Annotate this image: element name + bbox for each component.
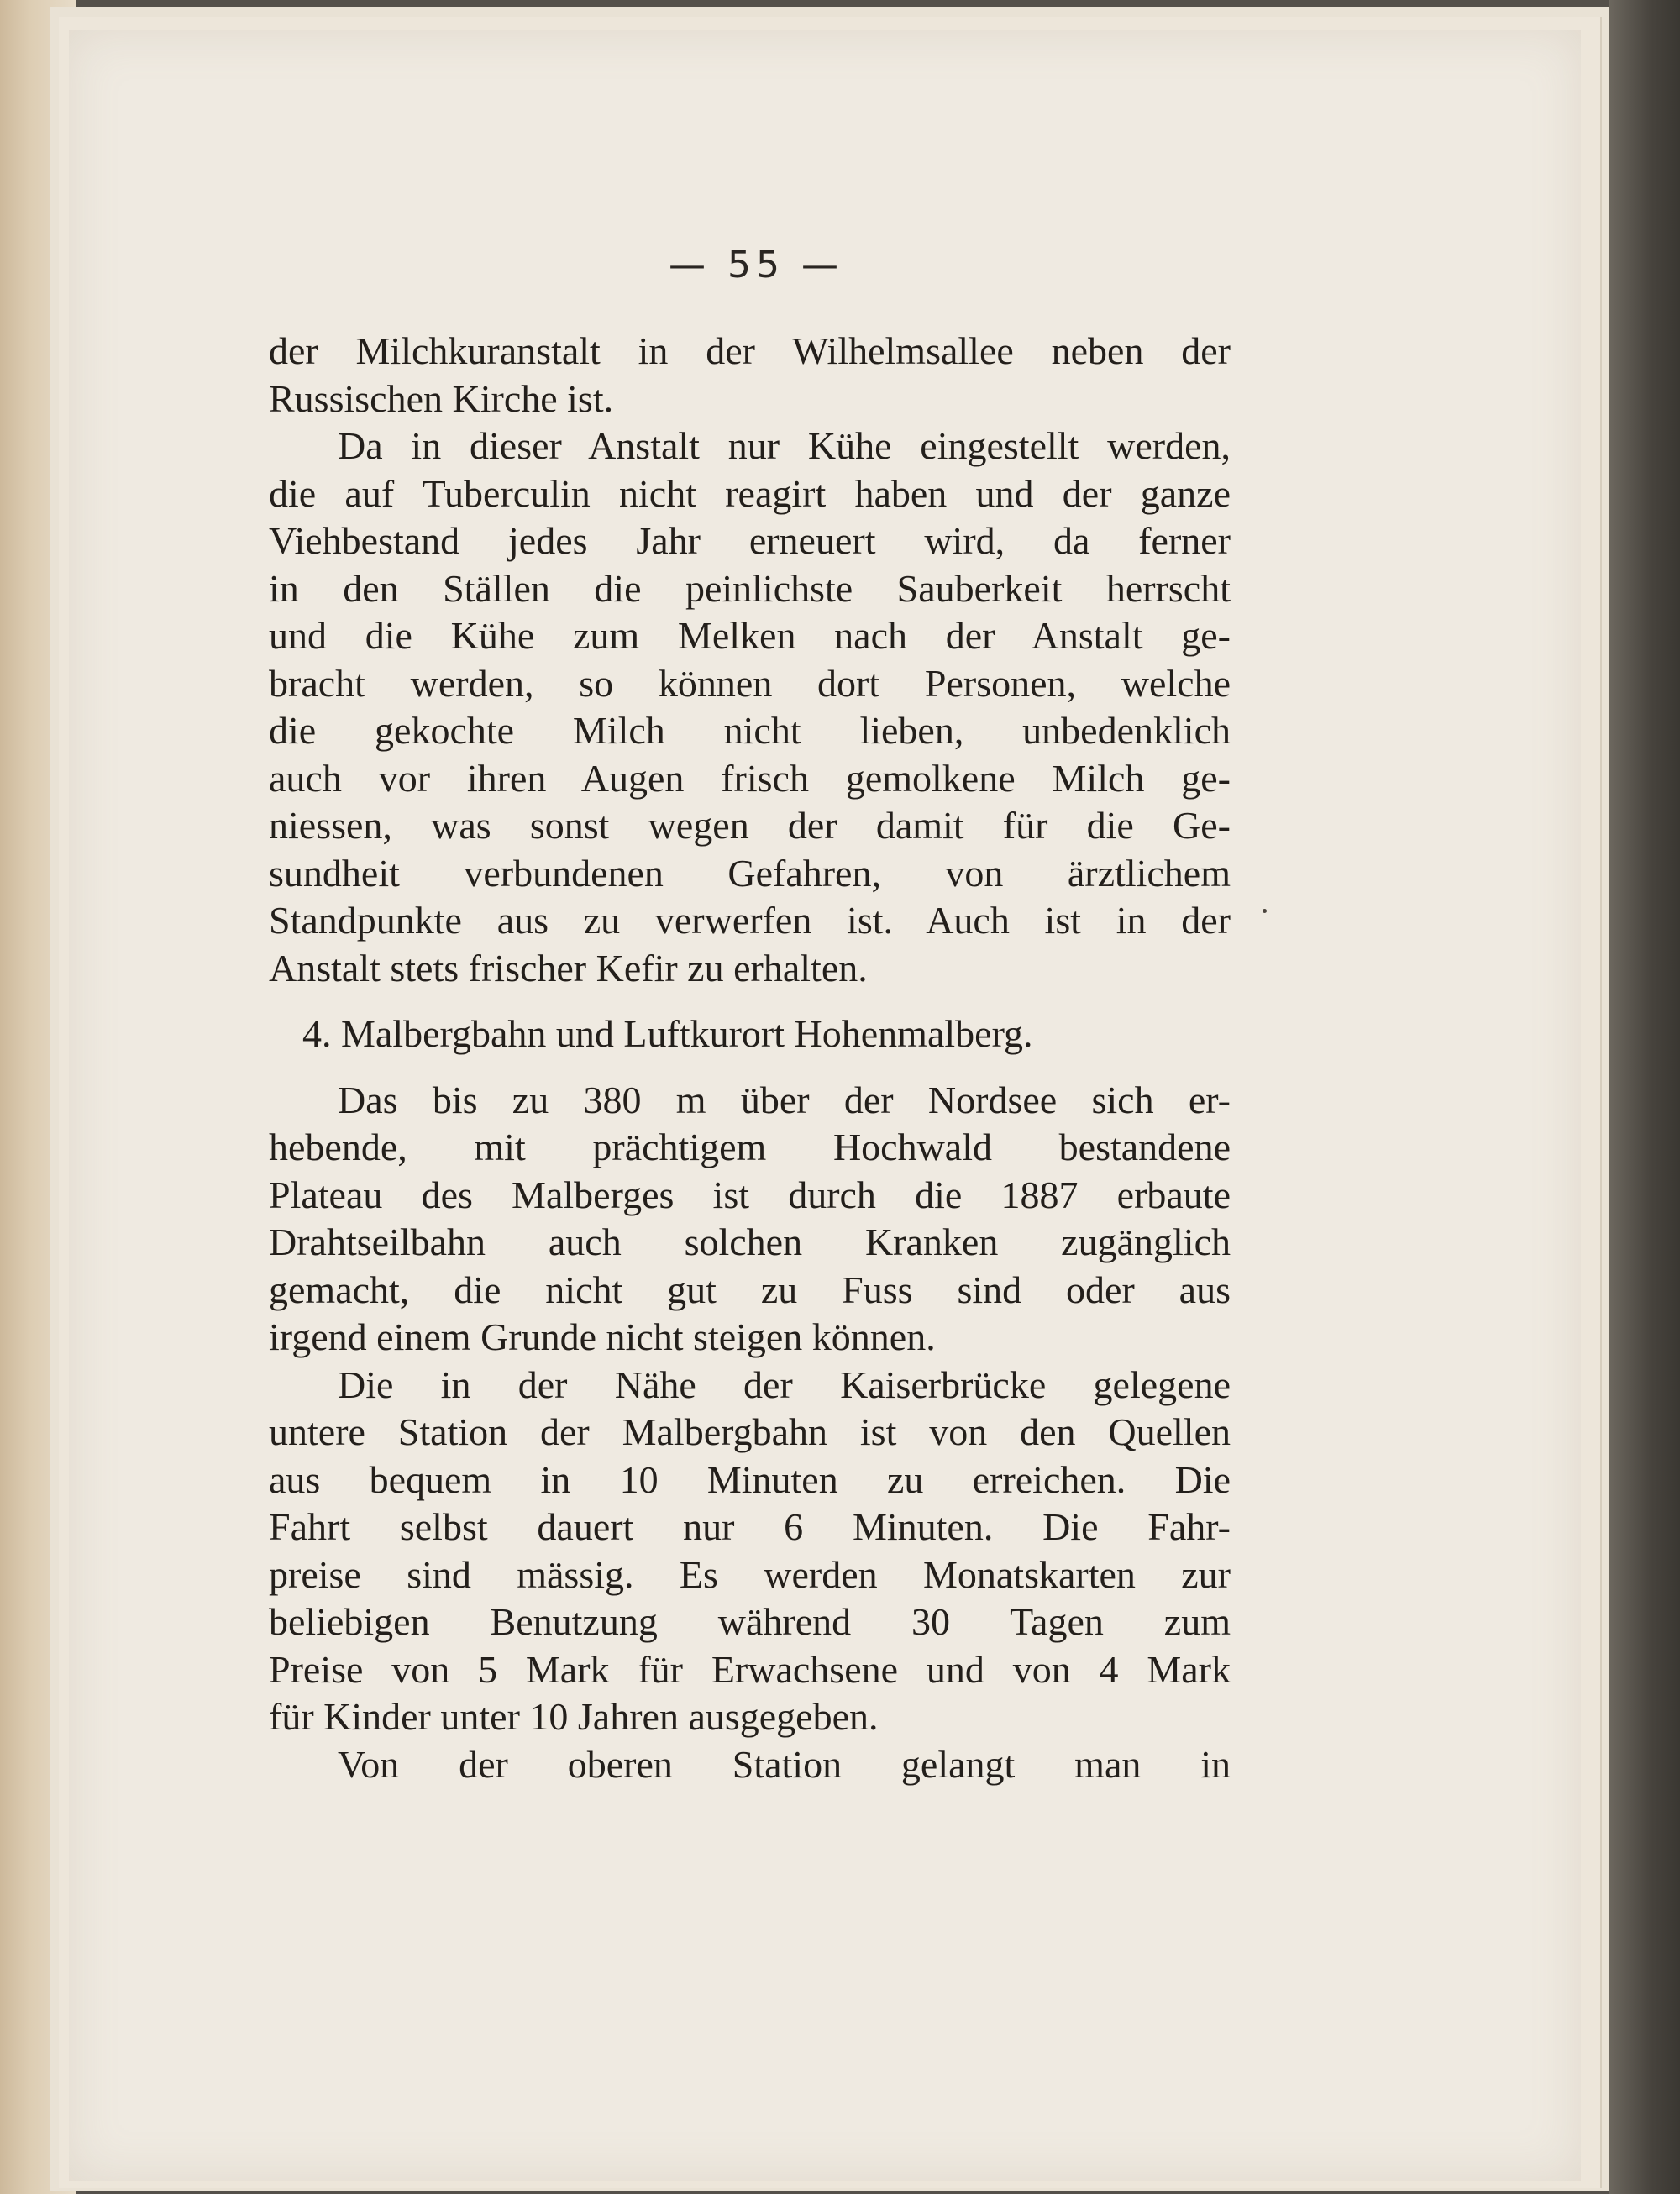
text-line: irgend einem Grunde nicht steigen können. (269, 1315, 936, 1358)
text-line: für Kinder unter 10 Jahren ausgegeben. (269, 1695, 879, 1738)
text-line: Die in der Nähe der Kaiserbrücke gelegene (338, 1362, 1231, 1406)
text-line: bracht werden, so können dort Personen, welche (269, 661, 1231, 705)
text-line: untere Station der Malbergbahn ist von den Quellen (269, 1410, 1231, 1453)
text-line: aus bequem in 10 Minuten zu erreichen. Die (269, 1457, 1231, 1501)
text-line: Viehbestand jedes Jahr erneuert wird, da ferner (269, 519, 1231, 562)
text-line: und die Kühe zum Melken nach der Anstalt ge- (269, 614, 1231, 657)
text-line: niessen, was sonst wegen der damit für die Ge- (269, 804, 1231, 847)
text-line: Standpunkte aus zu verwerfen ist. Auch ist in der (269, 899, 1231, 942)
text-line: in den Ställen die peinlichste Sauberkeit herrscht (269, 566, 1231, 610)
text-line: Plateau des Malberges ist durch die 1887 erbaute (269, 1173, 1231, 1216)
text-line: Russischen Kirche ist. (269, 376, 614, 420)
page-number: — 55 — (669, 244, 843, 286)
text-line: der Milchkuranstalt in der Wilhelmsallee neben der (269, 329, 1231, 372)
text-line: Das bis zu 380 m über der Nordsee sich er- (338, 1078, 1231, 1121)
text-line: preise sind mässig. Es werden Monatskarten zur (269, 1552, 1231, 1596)
text-line: Fahrt selbst dauert nur 6 Minuten. Die Fahr- (269, 1505, 1231, 1548)
text-line: Anstalt stets frischer Kefir zu erhalten. (269, 946, 868, 989)
right-binding-shadow (1609, 0, 1680, 2194)
text-line: beliebigen Benutzung während 30 Tagen zum (269, 1600, 1231, 1643)
text-line: hebende, mit prächtigem Hochwald bestandene (269, 1126, 1231, 1168)
text-line: gemacht, die nicht gut zu Fuss sind oder aus (269, 1268, 1231, 1311)
section-heading: 4. Malbergbahn und Luftkurort Hohenmalberg. (302, 1012, 1033, 1055)
text-line: die gekochte Milch nicht lieben, unbedenklich (269, 709, 1231, 752)
text-line: auch vor ihren Augen frisch gemolkene Milch ge- (269, 756, 1231, 800)
text-line: Da in dieser Anstalt nur Kühe eingestellt werden, (338, 424, 1231, 467)
body-text (269, 328, 1231, 1788)
text-line: Von der oberen Station gelangt man in (338, 1742, 1231, 1786)
text-line: Preise von 5 Mark für Erwachsene und von 4 Mark (269, 1647, 1231, 1691)
text-line: sundheit verbundenen Gefahren, von ärztlichem (269, 851, 1231, 895)
text-line: die auf Tuberculin nicht reagirt haben und der ganze (269, 471, 1231, 515)
text-line: Drahtseilbahn auch solchen Kranken zugänglich (269, 1220, 1231, 1263)
margin-speck (1263, 909, 1267, 913)
